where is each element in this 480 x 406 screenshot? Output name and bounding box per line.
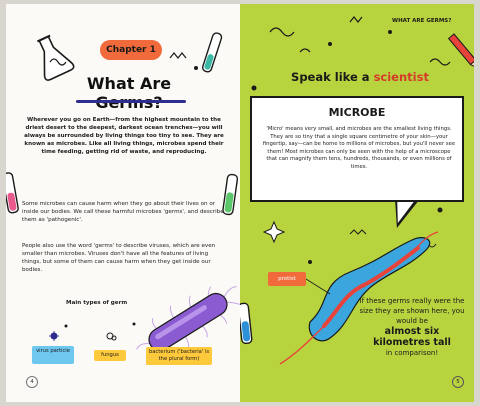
pencil-icon <box>449 34 474 71</box>
dot-decoration <box>388 30 392 34</box>
dot-decoration <box>252 86 257 91</box>
book-spread <box>6 4 474 402</box>
fungus-illustration <box>107 333 116 340</box>
speak-like-scientist-heading <box>260 70 460 84</box>
bacterium-label: bacterium ('bacteria' is the plural form) <box>146 347 212 365</box>
dot-decoration <box>328 42 332 46</box>
caption-tail: in comparison! <box>385 349 439 357</box>
right-page <box>240 4 474 402</box>
running-head: WHAT ARE GERMS? <box>392 18 452 24</box>
chapter-label: Chapter 1 <box>100 40 162 60</box>
caption-lead: If these germs really were the size they are shown here, you would be <box>359 297 465 325</box>
squiggle-decoration <box>430 59 450 65</box>
definition-text: 'Micro' means very small, and microbes are the smallest living things. They are so tiny that a single square centimetre of your skin—your fingertip, say—can be home to millions of microbes, but you'll never see them! Most microbes can only be seen with the help of a microscope that can magnify them tens, hundreds, thousands, or even millions of times. <box>262 126 456 170</box>
speech-bubble <box>250 96 464 202</box>
caption-emphasis: almost six kilometres tall <box>373 326 451 348</box>
page-number-right: 5 <box>452 376 464 388</box>
dot-decoration <box>133 323 136 326</box>
body-paragraph-1: Some microbes can cause harm when they go about their lives on or inside our bodies. We call these harmful microbes 'germs', and describe them as 'pathogenic'. <box>22 201 224 223</box>
intro-paragraph: Wherever you go on Earth—from the highest mountain to the driest desert to the deepest, darkest ocean trenches—you will always be surrounded by living things too tiny to see. They are known as microbes. Like all living things, microbes spend their time feeding, getting rid of waste, and reproducing. <box>24 117 224 155</box>
virus-particle-illustration <box>49 331 59 341</box>
protist-pointer-line <box>306 279 330 294</box>
page-title: What Are <box>86 74 172 93</box>
dot-decoration <box>438 208 443 213</box>
fungus-label: fungus <box>94 350 126 361</box>
definition-term: MICROBE <box>328 106 386 119</box>
squiggle-decoration <box>270 28 294 36</box>
dot-decoration <box>194 66 198 70</box>
body-paragraph-2: People also use the word 'germs' to describe viruses, which are even smaller than microbes. Viruses don't have all the features of living things, but some of them can cause harm when they get inside our bodies. <box>22 243 216 273</box>
speak-title-prefix: Speak like a <box>291 70 374 84</box>
virus-label: virus particle <box>32 346 74 364</box>
speak-title-accent: scientist <box>373 70 429 84</box>
test-tube-icon <box>240 303 252 344</box>
page-number-left: 4 <box>26 376 38 388</box>
dot-decoration <box>308 260 312 264</box>
germ-types-heading: Main types of germ <box>66 300 128 306</box>
squiggle-decoration <box>300 49 310 52</box>
test-tube-icon <box>202 32 223 73</box>
sparkle-icon <box>264 222 284 242</box>
protist-label: protist <box>268 272 306 286</box>
squiggle-decoration <box>350 230 366 234</box>
scale-caption <box>358 296 466 358</box>
title-underline <box>76 100 186 103</box>
dot-decoration <box>65 325 68 328</box>
test-tube-icon <box>6 172 19 213</box>
squiggle-decoration <box>350 17 362 22</box>
left-page <box>6 4 240 402</box>
squiggle-decoration <box>170 53 186 58</box>
